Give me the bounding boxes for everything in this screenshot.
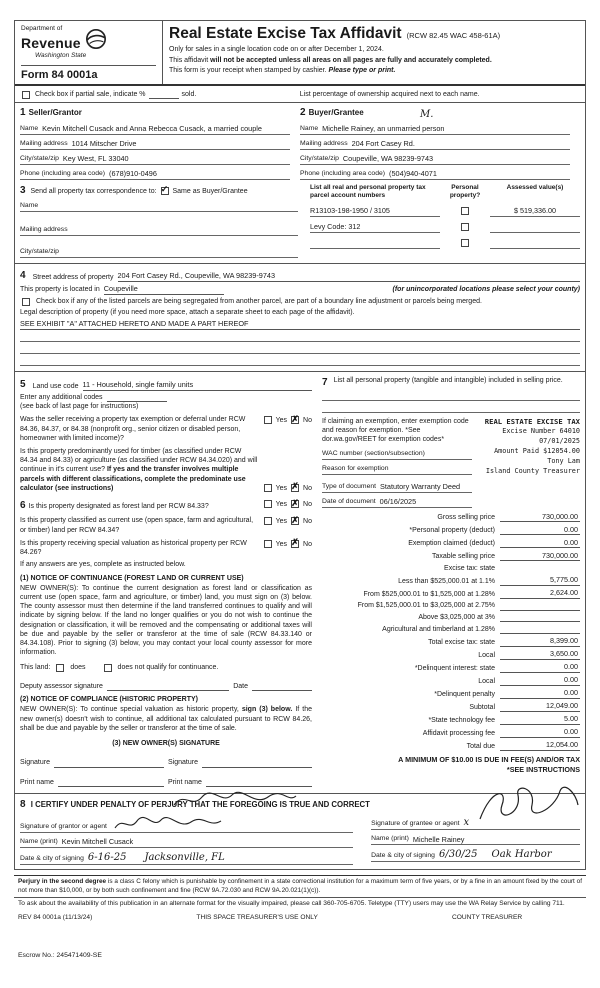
parcel-row (310, 219, 580, 233)
amount-value: 0.00 (500, 727, 580, 738)
personal-property-blank-line[interactable] (322, 401, 580, 413)
current-use-question-text: Is this property classified as current use (open space, farm and agricultural, or timber) land per RCW 84.34? (20, 517, 254, 534)
grantee-city-handwritten[interactable]: Oak Harbor (491, 849, 552, 861)
dept-state-label: Washington State (35, 52, 87, 60)
legal-description-label: Legal description of property (if you need more space, attach a separate sheet to each page of the affidavit). (20, 308, 355, 316)
form-rcw-reference: (RCW 82.45 WAC 458-61A) (406, 31, 501, 40)
land-use-code-label: Land use code (32, 382, 79, 390)
amount-label: Local (478, 677, 495, 685)
grantor-city-handwritten[interactable]: Jacksonville, FL (144, 851, 225, 863)
buyer-grantee-section (300, 106, 580, 179)
amount-row (322, 525, 580, 536)
date-of-document-field[interactable]: 06/16/2025 (379, 496, 417, 506)
amount-value: 5,775.00 (500, 575, 580, 586)
section-3-number: 3 (20, 184, 26, 196)
header-note-1: Only for sales in a single location code on or after December 1, 2024. (169, 46, 384, 54)
stamp-treasurer-title: Island County Treasurer (485, 466, 580, 475)
amount-value: 0.00 (500, 662, 580, 673)
section-8-number: 8 (20, 798, 26, 810)
grantor-date-handwritten[interactable]: 6-16-25 (87, 851, 127, 863)
legal-description-blank-line[interactable] (20, 342, 580, 354)
checkbox-check-icon: ✓ (160, 184, 169, 195)
parcel-row (310, 235, 580, 249)
amount-value: 5.00 (500, 714, 580, 725)
amount-row (322, 740, 580, 751)
amount-value: 730,000.00 (500, 512, 580, 523)
legal-description-blank-line[interactable] (20, 354, 580, 366)
accessibility-notice: To ask about the availability of this publication in an alternate format for the visually impaired, please call 360-705-6705. Teletype (TTY) users may use the WA Relay Service by calling 711. (14, 897, 586, 911)
seller-grantor-section (20, 106, 300, 179)
land-use-code-field[interactable]: 11 - Household, single family units (83, 380, 313, 391)
buyer-name-label: Name (300, 124, 319, 132)
deferral-no-checkbox[interactable] (291, 413, 299, 424)
deputy-assessor-signature-field[interactable] (107, 690, 229, 691)
buyer-mailing-label: Mailing address (300, 139, 348, 147)
timber-yes-checkbox[interactable] (264, 484, 272, 492)
send-correspondence-label: Send all property tax correspondence to: (30, 187, 157, 195)
amount-label: Excise tax: state (444, 564, 495, 572)
seller-name-field[interactable]: Kevin Mitchell Cusack and Anna Rebecca Cusack, a married couple (42, 123, 262, 133)
segregated-parcel-checkbox[interactable] (22, 298, 30, 306)
handwritten-m-annotation: M. (420, 109, 434, 121)
minimum-due-note: A MINIMUM OF $10.00 IS DUE IN FEE(S) AND/OR TAX (398, 754, 580, 764)
buyer-city-field[interactable]: Coupeville, WA 98239-9743 (342, 153, 434, 163)
yes-label: Yes (275, 540, 288, 548)
timber-question-text: Is this property predominantly used for timber (as classified under RCW 84.34 and 84.33) or agriculture (as classified under RCW 84.34.020) and will continue in it's current use? If yes and the transfer involves multiple parcels with different classifications, complete the predominate use calculator (see instructions) (20, 448, 258, 492)
escrow-number: Escrow No.: 245471409-SE (18, 952, 102, 960)
checkbox-cross-icon: ✗ (291, 537, 299, 548)
grantor-signature-label: Signature of grantor or agent (20, 822, 107, 830)
buyer-phone-label: Phone (including area code) (300, 169, 386, 177)
forest-no-checkbox[interactable] (291, 497, 299, 508)
designation-section (20, 499, 312, 787)
same-as-buyer-checkbox[interactable] (160, 184, 169, 195)
amount-row (322, 538, 580, 549)
seller-mailing-label: Mailing address (20, 139, 68, 147)
grantee-signature-block (371, 813, 580, 865)
section-2-title: Buyer/Grantee (308, 108, 364, 118)
amount-label: Gross selling price (437, 513, 495, 521)
no-label: No (303, 540, 312, 548)
no-label: No (303, 417, 312, 425)
additional-codes-note: (see back of last page for instructions) (20, 403, 139, 411)
grantee-signature-label: Signature of grantee or agent (371, 820, 460, 828)
section-1-title: Seller/Grantor (28, 108, 82, 118)
ownership-percentage-note: List percentage of ownership acquired next to each name. (299, 91, 480, 99)
additional-codes-label: Enter any additional codes (20, 393, 103, 401)
buyer-name-field[interactable]: Michelle Rainey, an unmarried person (322, 123, 445, 133)
section-7-number: 7 (322, 376, 328, 388)
new-owner-signature-field-1[interactable] (54, 767, 164, 768)
amount-row (322, 613, 580, 622)
title-block (163, 21, 585, 84)
correspondence-name-label: Name (20, 201, 39, 209)
amount-row (322, 588, 580, 599)
assessed-value-field[interactable] (490, 232, 580, 233)
seller-city-label: City/state/zip (20, 154, 59, 162)
additional-codes-field[interactable] (107, 394, 167, 402)
timber-question (20, 447, 312, 493)
amount-value: 12,054.00 (500, 740, 580, 751)
buyer-city-label: City/state/zip (300, 154, 339, 162)
amount-label: Total due (466, 742, 495, 750)
amount-label: From $525,000.01 to $1,525,000 at 1.28% (363, 590, 495, 598)
historical-question-text: Is this property receiving special valuation as historical property per RCW 84.26? (20, 539, 247, 557)
street-address-label: Street address of property (32, 273, 114, 281)
unincorporated-note: (for unincorporated locations please select your county) (392, 286, 580, 294)
amount-row (322, 551, 580, 562)
amount-label: *State technology fee (428, 716, 495, 724)
partial-sale-label: Check box if partial sale, indicate % (35, 91, 146, 99)
grantee-signature-x-mark[interactable]: x (463, 816, 470, 828)
yes-label: Yes (275, 484, 288, 492)
does-not-label: does not qualify for continuance. (117, 663, 219, 671)
no-label: No (303, 518, 312, 526)
amounts-table (322, 512, 580, 751)
stamp-date: 07/01/2025 (539, 437, 580, 446)
print-name-field-1[interactable] (58, 786, 164, 787)
deputy-date-label: Date (233, 682, 248, 690)
form-footer (14, 875, 586, 963)
grantee-date-city-label: Date & city of signing (371, 852, 435, 860)
personal-property-checkbox-1[interactable] (461, 207, 469, 215)
amount-value: 0.00 (500, 525, 580, 536)
wac-number-label: WAC number (section/subsection) (322, 449, 425, 457)
amount-label: From $1,525,000.01 to $3,025,000 at 2.75% (357, 602, 495, 610)
amount-row (322, 564, 580, 573)
amount-row (322, 649, 580, 660)
stamp-amount-paid: Amount Paid $12054.00 (494, 446, 580, 455)
rev-number: REV 84 0001a (11/13/24) (18, 913, 93, 921)
reason-exemption-label: Reason for exemption (322, 464, 389, 472)
personal-property-checkbox-2[interactable] (461, 223, 469, 231)
amount-row (322, 601, 580, 610)
grantor-date-city-label: Date & city of signing (20, 855, 84, 863)
form-title: Real Estate Excise Tax Affidavit (169, 25, 402, 42)
does-label: does (70, 663, 86, 671)
forest-yes-checkbox[interactable] (264, 500, 272, 508)
print-name-field-2[interactable] (206, 786, 312, 787)
seller-mailing-field[interactable]: 1014 Mitscher Drive (71, 138, 137, 148)
amount-row (322, 662, 580, 673)
notice-compliance-title: (2) NOTICE OF COMPLIANCE (HISTORIC PROPERTY) (20, 696, 198, 704)
property-address-section (15, 263, 585, 368)
historical-yes-checkbox[interactable] (264, 540, 272, 548)
same-as-buyer-label: Same as Buyer/Grantee (172, 187, 248, 195)
notice-compliance-body: NEW OWNER(S): To continue special valuation as historic property, sign (3) below. If the new owner(s) doesn't wish to continue, all additional tax calculated pursuant to RCW 84.26, shall be due and payable by the seller or transferor at the time of sale. (20, 706, 313, 732)
grantee-name-print-label: Name (print) (371, 835, 409, 843)
seller-city-field[interactable]: Key West, FL 33040 (62, 153, 129, 163)
correspondence-city-label: City/state/zip (20, 247, 59, 255)
type-of-document-field[interactable]: Statutory Warranty Deed (380, 481, 461, 491)
seller-phone-field[interactable]: (678)910-0496 (109, 168, 157, 178)
deferral-question-text: Was the seller receiving a property tax exemption or deferral under RCW 84.36, 84.37, or 84.38 (nonprofit org., senior citizen or disabled person, homeowner with limited income)? (20, 416, 246, 442)
personal-property-column-header: Personal property? (449, 183, 481, 200)
grantor-signature-overlap (170, 789, 300, 811)
checkbox-cross-icon: ✗ (291, 514, 299, 525)
grantee-signature-flourish (474, 783, 584, 825)
print-name-label: Print name (20, 778, 54, 786)
assessed-value-field[interactable]: $ 519,336.00 (490, 206, 580, 217)
amount-label: *Personal property (deduct) (409, 526, 495, 534)
amount-value: 12,049.00 (500, 701, 580, 712)
deferral-question (20, 415, 312, 443)
amount-label: Above $3,025,000 at 3% (418, 614, 495, 622)
yes-label: Yes (275, 501, 288, 509)
partial-sale-sold-label: sold. (181, 91, 197, 99)
amount-label: Local (478, 651, 495, 659)
amount-row (322, 727, 580, 738)
exemption-note: If claiming an exemption, enter exemption code and reason for exemption. *See dor.wa.gov/REET for exemption codes* (322, 417, 469, 444)
amount-row (322, 688, 580, 699)
new-owner-signature-label: Signature (20, 759, 50, 767)
amount-value: 730,000.00 (500, 551, 580, 562)
parcel-row (310, 203, 580, 217)
perjury-notice: Perjury in the second degree is a class C felony which is punishable by confinement in a state correctional institution for a maximum term of five years, or by a fine in an amount fixed by the court of not more than $10,000, or by both such confinement and fine (RCW 9A.72.030 and RCW 9A.20.021(1)(c)). (14, 875, 586, 897)
amount-row (322, 714, 580, 725)
personal-property-label: List all personal property (tangible and intangible) included in selling price. (333, 376, 563, 384)
new-owner-signature-label: Signature (168, 759, 198, 767)
form-header (15, 21, 585, 86)
amount-value (500, 625, 580, 634)
amount-label: Less than $525,000.01 at 1.1% (398, 577, 495, 585)
print-name-label: Print name (168, 778, 202, 786)
correspondence-mailing-label: Mailing address (20, 225, 68, 233)
partial-sale-percent-field[interactable] (149, 91, 179, 99)
section-6-number: 6 (20, 500, 26, 512)
assessed-value-column-header: Assessed value(s) (506, 183, 564, 191)
new-owners-signature-title: (3) NEW OWNER(S) SIGNATURE (112, 740, 220, 748)
amount-label: Subtotal (469, 703, 495, 711)
amount-label: Total excise tax: state (428, 638, 495, 646)
deferral-yes-checkbox[interactable] (264, 416, 272, 424)
amount-value: 3,650.00 (500, 649, 580, 660)
yes-label: Yes (275, 417, 288, 425)
new-owner-signature-field-2[interactable] (202, 767, 312, 768)
amount-row (322, 636, 580, 647)
amount-value: 2,624.00 (500, 588, 580, 599)
grantor-name-print-label: Name (print) (20, 837, 58, 845)
amount-value (500, 613, 580, 622)
see-instructions-note: *SEE INSTRUCTIONS (506, 765, 580, 775)
legal-description-field[interactable]: SEE EXHIBIT "A" ATTACHED HERETO AND MADE A PART HEREOF (20, 319, 580, 330)
yes-label: Yes (275, 518, 288, 526)
notice-continuance-body: NEW OWNER(S): To continue the current designation as forest land or classification as current use (open space, farm and agriculture, or timber) land, you must sign on (3) below. The county assessor must then determine if the land transferred continues to qualify and will indicate by signing below. If the land no longer qualifies or you do not wish to continue the designation or classification, it will be removed and the compensating or additional taxes will be due and payable by the seller or transferor at the time of sale (RCW 84.33.140 or 84.34.108). Prior to signing (3) below, you may contact your local county assessor for more information. (20, 584, 312, 657)
if-yes-note: If any answers are yes, complete as instructed below. (20, 561, 186, 569)
stamp-title: REAL ESTATE EXCISE TAX (484, 416, 580, 426)
certify-statement: I CERTIFY UNDER PENALTY OF PERJURY THAT THE FOREGOING IS TRUE AND CORRECT (30, 799, 370, 809)
grantee-date-handwritten[interactable]: 6/30/25 (438, 849, 478, 861)
partial-sale-row (15, 86, 585, 103)
grantee-name-print-field[interactable]: Michelle Rainey (412, 834, 465, 844)
type-of-document-label: Type of document (322, 482, 377, 490)
amount-value (500, 602, 580, 611)
amount-row (322, 512, 580, 523)
stamp-treasurer-name: Tony Lam (547, 456, 580, 465)
forest-question-text: Is this property designated as forest land per RCW 84.33? (28, 503, 209, 511)
amount-value (500, 564, 580, 573)
land-use-section (20, 378, 312, 494)
parcel-number-field[interactable] (310, 248, 440, 249)
amount-value: 0.00 (500, 538, 580, 549)
section-2-number: 2 (300, 107, 306, 119)
form-number: Form 84 0001a (21, 65, 156, 83)
does-not-qualify-checkbox[interactable] (104, 664, 112, 672)
header-note-2: This affidavit will not be accepted unless all areas on all pages are fully and accurately completed. (169, 56, 492, 64)
checkbox-cross-icon: ✗ (291, 413, 299, 424)
dept-name-label: Revenue (21, 34, 81, 51)
amount-row (322, 625, 580, 634)
dept-of-label: Department of (21, 25, 63, 32)
stamp-excise-number: Excise Number 64010 (502, 427, 580, 436)
section-4-number: 4 (20, 269, 26, 281)
this-land-label: This land: (20, 663, 51, 671)
form-container (14, 20, 586, 870)
historical-no-checkbox[interactable] (291, 537, 299, 548)
deputy-date-field[interactable] (252, 690, 312, 691)
county-treasurer-label: COUNTY TREASURER (452, 913, 523, 921)
treasurer-stamp (472, 417, 580, 508)
property-located-label: This property is located in (20, 286, 100, 294)
seller-phone-label: Phone (including area code) (20, 169, 106, 177)
parcel-column-header: List all real and personal property tax parcel account numbers (310, 183, 426, 200)
personal-property-checkbox-3[interactable] (461, 239, 469, 247)
amount-label: Agricultural and timberland at 1.28% (382, 625, 495, 633)
timber-no-checkbox[interactable] (291, 481, 299, 492)
amount-label: *Delinquent penalty (434, 690, 495, 698)
amount-value: 8,399.00 (500, 636, 580, 647)
notice-continuance-title: (1) NOTICE OF CONTINUANCE (FOREST LAND OR CURRENT USE) (20, 574, 244, 582)
dor-logo-icon (85, 28, 107, 50)
parties-section (15, 103, 585, 179)
section-5-number: 5 (20, 378, 26, 390)
amount-label: Taxable selling price (431, 552, 495, 560)
buyer-mailing-field[interactable]: 204 Fort Casey Rd. (351, 138, 415, 148)
amount-value: 0.00 (500, 688, 580, 699)
tax-correspondence-section (15, 180, 585, 260)
grantor-signature[interactable] (111, 816, 411, 832)
certification-section (15, 793, 585, 869)
treasurer-space-label: THIS SPACE TREASURER'S USE ONLY (196, 913, 318, 921)
checkbox-cross-icon: ✗ (291, 497, 299, 508)
assessed-value-field[interactable] (490, 248, 580, 249)
parcel-table (310, 184, 580, 258)
amount-value: 0.00 (500, 675, 580, 686)
amount-row (322, 701, 580, 712)
grantor-signature-block (20, 813, 353, 865)
segregated-parcel-label: Check box if any of the listed parcels are being segregated from another parcel, are part of a boundary line adjustment or parcels being merged. (36, 297, 482, 305)
current-use-yes-checkbox[interactable] (264, 517, 272, 525)
does-qualify-checkbox[interactable] (56, 664, 64, 672)
checkbox-cross-icon: ✗ (291, 481, 299, 492)
personal-property-blank-line[interactable] (322, 389, 580, 401)
legal-description-blank-line[interactable] (20, 330, 580, 342)
personal-property-and-tax-section (322, 376, 580, 787)
amount-label: *Delinquent interest: state (414, 664, 495, 672)
current-use-no-checkbox[interactable] (291, 514, 299, 525)
dor-logo-block (15, 21, 163, 84)
parcel-number-field[interactable]: R13103-198-1950 / 3105 (310, 206, 440, 217)
levy-code-field[interactable]: Levy Code: 312 (310, 222, 440, 233)
buyer-phone-field[interactable]: (504)940-4071 (389, 168, 437, 178)
no-label: No (303, 501, 312, 509)
amount-row (322, 675, 580, 686)
street-address-field[interactable]: 204 Fort Casey Rd., Coupeville, WA 98239-9743 (118, 271, 581, 282)
seller-name-label: Name (20, 124, 39, 132)
partial-sale-checkbox[interactable] (22, 91, 30, 99)
property-located-field[interactable]: Coupeville (104, 284, 224, 295)
amount-label: Exemption claimed (deduct) (408, 539, 495, 547)
amount-label: Affidavit processing fee (422, 729, 495, 737)
deputy-assessor-label: Deputy assessor signature (20, 682, 103, 690)
classification-and-tax-section (15, 371, 585, 789)
date-of-document-label: Date of document (322, 497, 376, 505)
grantor-name-print-field[interactable]: Kevin Mitchell Cusack (61, 837, 134, 847)
no-label: No (303, 484, 312, 492)
section-1-number: 1 (20, 107, 26, 119)
amount-row (322, 575, 580, 586)
header-note-3: This form is your receipt when stamped by cashier. Please type or print. (169, 66, 396, 74)
